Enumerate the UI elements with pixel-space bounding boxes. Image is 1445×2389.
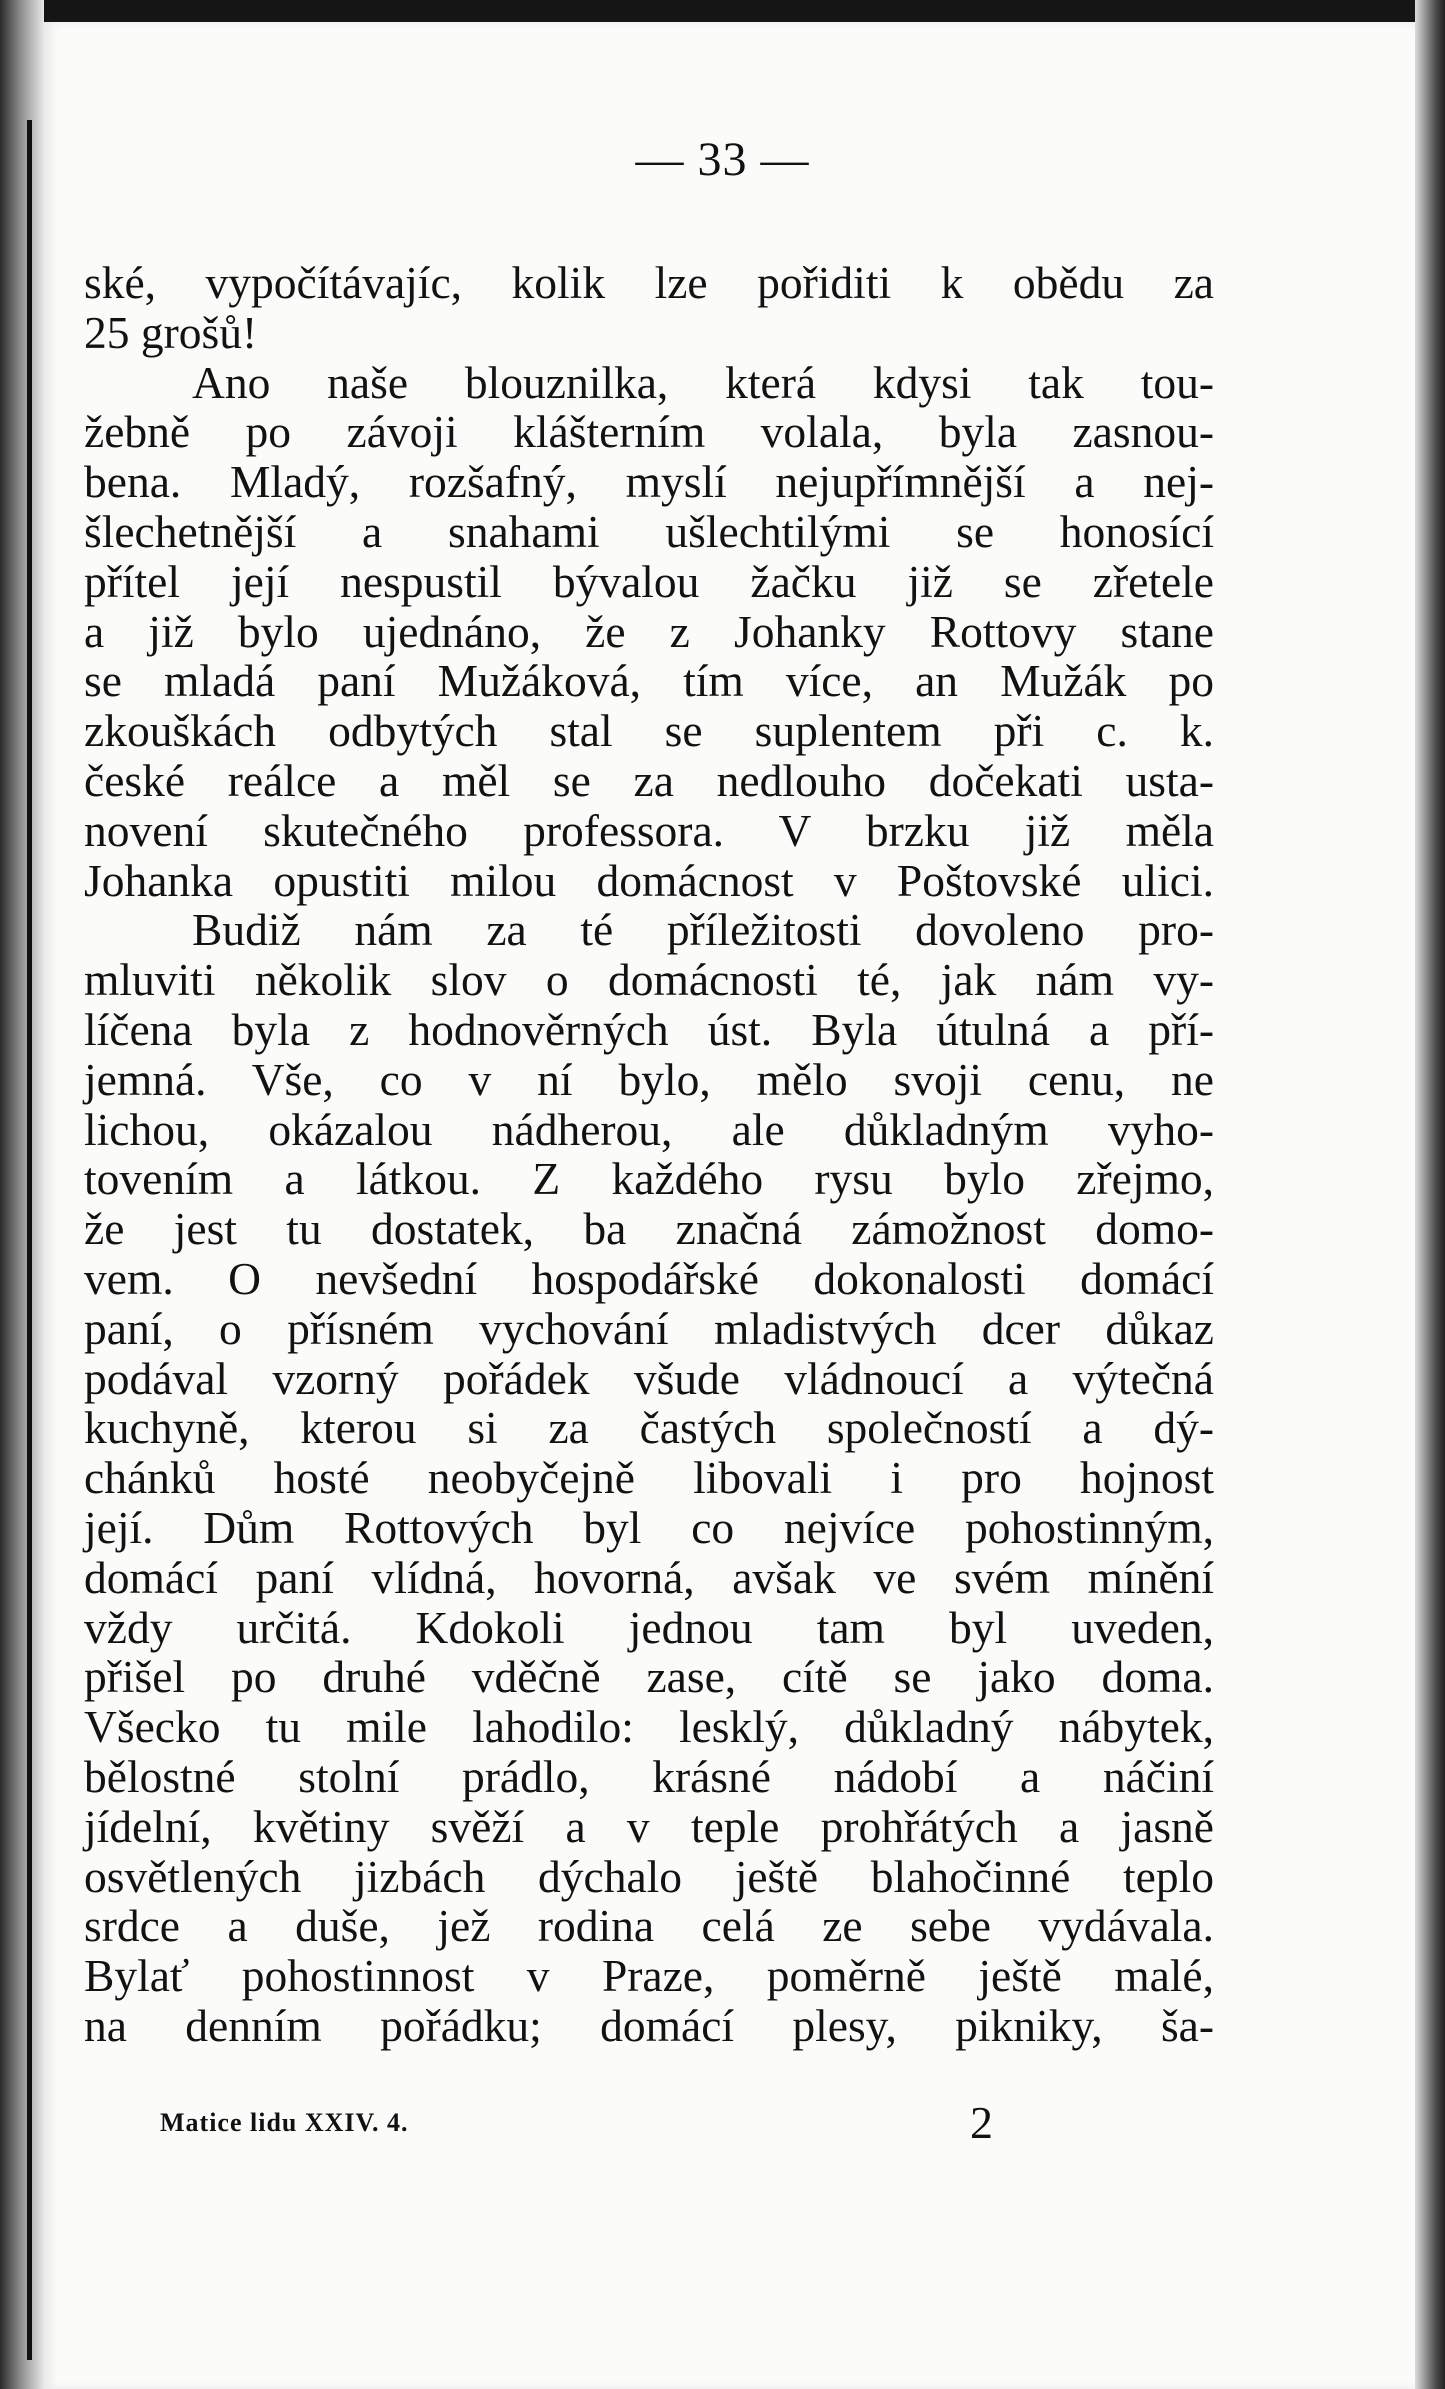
text-line: bělostné stolní prádlo, krásné nádobí a náčiní <box>84 1750 1214 1802</box>
body-text <box>84 258 1214 2051</box>
text-line: 25 grošů! <box>84 306 258 358</box>
text-line: se mladá paní Mužáková, tím více, an Mužák po <box>84 655 1214 707</box>
text-line: přítel její nespustil bývalou žačku již se zřetele <box>84 555 1214 607</box>
text-line: přišel po druhé vděčně zase, cítě se jako doma. <box>84 1651 1214 1703</box>
text-line: líčena byla z hodnověrných úst. Byla útulná a pří- <box>84 1003 1214 1055</box>
text-line: Všecko tu mile lahodilo: lesklý, důkladný nábytek, <box>84 1701 1214 1753</box>
text-line: šlechetnější a snahami ušlechtilými se honosící <box>84 505 1214 557</box>
scan-left-edge <box>0 0 44 2389</box>
text-line: mluviti několik slov o domácnosti té, jak nám vy- <box>84 954 1214 1006</box>
text-line: lichou, okázalou nádherou, ale důkladným vyho- <box>84 1103 1214 1155</box>
printer-signature-mark: Matice lidu XXIV. 4. <box>160 2108 409 2137</box>
text-line: na denním pořádku; domácí plesy, pikniky, ša- <box>84 1999 1214 2051</box>
text-line: jemná. Vše, co v ní bylo, mělo svoji cenu, ne <box>84 1053 1214 1105</box>
scan-top-edge <box>0 0 1445 22</box>
binding-shadow-line <box>27 120 32 2360</box>
text-line: a již bylo ujednáno, že z Johanky Rottovy stane <box>84 605 1214 657</box>
text-line: srdce a duše, jež rodina celá ze sebe vydávala. <box>84 1900 1214 1952</box>
text-line: paní, o přísném vychování mladistvých dcer důkaz <box>84 1302 1214 1354</box>
text-line: ské, vypočítávajíc, kolik lze pořiditi k obědu za <box>84 257 1214 308</box>
text-line: její. Dům Rottových byl co nejvíce pohostinným, <box>84 1501 1214 1553</box>
text-line: kuchyně, kterou si za častých společností a dý- <box>84 1402 1214 1454</box>
text-line: zkouškách odbytých stal se suplentem při c. k. <box>84 705 1214 757</box>
text-line: Johanka opustiti milou domácnost v Poštovské ulici. <box>84 854 1214 906</box>
page-number: — 33 — <box>635 133 810 186</box>
text-line: že jest tu dostatek, ba značná zámožnost domo- <box>84 1203 1214 1255</box>
scan-right-edge <box>1415 0 1445 2389</box>
text-line: domácí paní vlídná, hovorná, avšak ve svém mínění <box>84 1551 1214 1603</box>
text-line: bena. Mladý, rozšafný, myslí nejupřímnější a nej- <box>84 456 1214 508</box>
text-line: Ano naše blouznilka, která kdysi tak tou- <box>192 356 1214 408</box>
text-line: vem. O nevšední hospodářské dokonalosti domácí <box>84 1252 1214 1304</box>
text-line: Budiž nám za té příležitosti dovoleno pro- <box>192 904 1214 956</box>
text-line: podával vzorný pořádek všude vládnoucí a výtečná <box>84 1352 1214 1404</box>
text-line: tovením a látkou. Z každého rysu bylo zřejmo, <box>84 1153 1214 1205</box>
text-line: žebně po závoji klášterním volala, byla zasnou- <box>84 406 1214 458</box>
text-line: novení skutečného professora. V brzku již měla <box>84 804 1214 856</box>
text-line: chánků hosté neobyčejně libovali i pro hojnost <box>84 1452 1214 1504</box>
page-footer <box>160 2097 1010 2148</box>
sheet-number: 2 <box>970 2097 993 2148</box>
text-line: české reálce a měl se za nedlouho dočekati usta- <box>84 754 1214 806</box>
text-line: vždy určitá. Kdokoli jednou tam byl uveden, <box>84 1601 1214 1653</box>
text-line: osvětlených jizbách dýchalo ještě blahočinné teplo <box>84 1850 1214 1902</box>
text-line: jídelní, květiny svěží a v teple prohřátých a jasně <box>84 1800 1214 1852</box>
text-line: Bylať pohostinnost v Praze, poměrně ještě malé, <box>84 1950 1214 2002</box>
